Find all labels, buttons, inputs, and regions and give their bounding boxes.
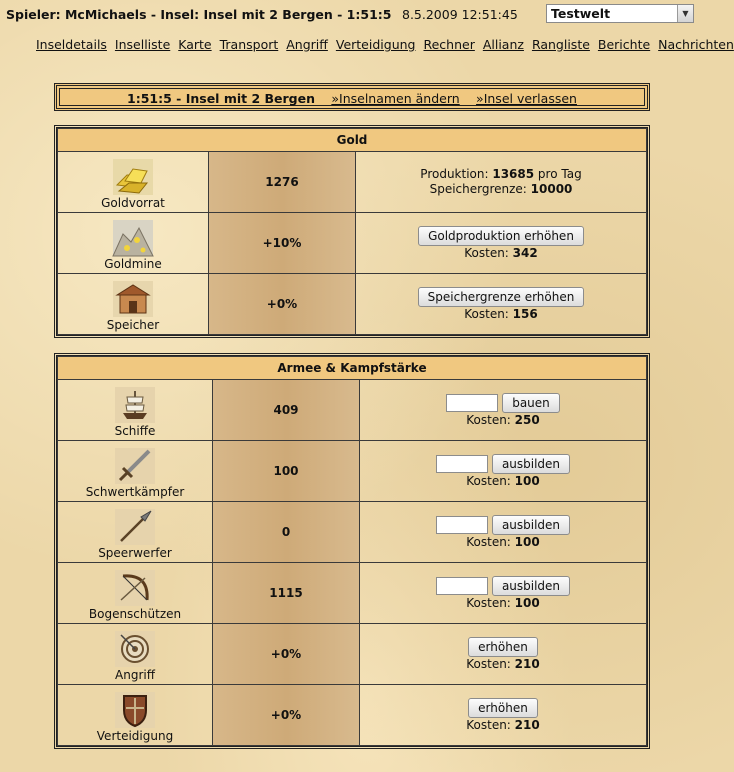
row-label: Bogenschützen (88, 607, 182, 621)
increase-defense-button[interactable]: erhöhen (468, 698, 538, 718)
gold-row-goldmine (58, 213, 209, 274)
gold-panel (54, 125, 650, 338)
row-label: Speerwerfer (98, 546, 172, 560)
target-icon (115, 631, 155, 667)
nav-inseldetails[interactable]: Inseldetails (36, 37, 107, 52)
row-value: 100 (213, 441, 360, 502)
nav-nachrichten[interactable]: Nachrichten (658, 37, 734, 52)
rename-island-link[interactable]: »Inselnamen ändern (331, 91, 460, 106)
train-spearmen-button[interactable]: ausbilden (492, 515, 570, 535)
army-row-bogenschuetzen (58, 563, 213, 624)
sword-icon (115, 448, 155, 484)
row-label: Verteidigung (96, 729, 174, 743)
row-value: +0% (213, 624, 360, 685)
bow-icon (115, 570, 155, 606)
gold-row-goldvorrat (58, 152, 209, 213)
gold-bars-icon (113, 159, 153, 195)
row-label: Schiffe (114, 424, 156, 438)
row-label: Goldmine (104, 257, 162, 271)
ship-icon (115, 387, 155, 423)
army-row-verteidigung (58, 685, 213, 746)
row-value: 1276 (209, 152, 356, 213)
army-panel-title: Armee & Kampfstärke (58, 357, 647, 380)
row-value: 409 (213, 380, 360, 441)
nav-karte[interactable]: Karte (178, 37, 212, 52)
server-datetime: 8.5.2009 12:51:45 (402, 7, 518, 22)
row-value: +0% (213, 685, 360, 746)
cost: Kosten: 250 (466, 412, 540, 427)
row-value: +10% (209, 213, 356, 274)
cost: Kosten: 210 (466, 717, 540, 732)
island-label: 1:51:5 - Insel mit 2 Bergen (127, 91, 315, 106)
increase-gold-production-button[interactable]: Goldproduktion erhöhen (418, 226, 584, 246)
army-row-speerwerfer (58, 502, 213, 563)
swordsmen-quantity-input[interactable] (436, 455, 488, 473)
row-label: Goldvorrat (101, 196, 165, 210)
gold-panel-title: Gold (58, 129, 647, 152)
nav-verteidigung[interactable]: Verteidigung (335, 37, 416, 52)
archers-quantity-input[interactable] (436, 577, 488, 595)
cost: Kosten: 100 (466, 534, 540, 549)
nav-rechner[interactable]: Rechner (423, 37, 475, 52)
nav-rangliste[interactable]: Rangliste (531, 37, 590, 52)
army-row-schiffe (58, 380, 213, 441)
nav-allianz[interactable]: Allianz (482, 37, 524, 52)
cost: Kosten: 100 (466, 595, 540, 610)
nav-transport[interactable]: Transport (219, 37, 279, 52)
cost: Kosten: 342 (464, 245, 538, 260)
increase-attack-button[interactable]: erhöhen (468, 637, 538, 657)
row-value: 1115 (213, 563, 360, 624)
spear-icon (115, 509, 155, 545)
goldmine-icon (113, 220, 153, 256)
spearmen-quantity-input[interactable] (436, 516, 488, 534)
chevron-down-icon[interactable]: ▼ (677, 5, 693, 22)
main-nav (36, 37, 734, 52)
row-value: 0 (213, 502, 360, 563)
cost: Kosten: 100 (466, 473, 540, 488)
nav-inselliste[interactable]: Inselliste (114, 37, 171, 52)
nav-angriff[interactable]: Angriff (286, 37, 328, 52)
row-label: Angriff (115, 668, 155, 682)
army-row-schwertkaempfer (58, 441, 213, 502)
train-swordsmen-button[interactable]: ausbilden (492, 454, 570, 474)
cost: Kosten: 210 (466, 656, 540, 671)
world-select-value: Testwelt (551, 6, 611, 21)
world-select[interactable] (546, 4, 694, 23)
row-label: Speicher (106, 318, 160, 332)
gold-row-speicher (58, 274, 209, 335)
row-value: +0% (209, 274, 356, 335)
top-bar (0, 0, 702, 30)
ships-quantity-input[interactable] (446, 394, 498, 412)
train-archers-button[interactable]: ausbilden (492, 576, 570, 596)
leave-island-link[interactable]: »Insel verlassen (476, 91, 577, 106)
army-panel (54, 353, 650, 749)
nav-berichte[interactable]: Berichte (597, 37, 651, 52)
army-row-angriff (58, 624, 213, 685)
increase-storage-limit-button[interactable]: Speichergrenze erhöhen (418, 287, 585, 307)
island-bar (54, 83, 650, 111)
page-title: Spieler: McMichaels - Insel: Insel mit 2 Bergen - 1:51:5 (6, 7, 392, 22)
cost: Kosten: 156 (464, 306, 538, 321)
storehouse-icon (113, 281, 153, 317)
shield-icon (115, 692, 155, 728)
gold-info: Produktion: 13685 pro Tag Speichergrenze: 10000 (356, 152, 647, 213)
build-ships-button[interactable]: bauen (502, 393, 560, 413)
row-label: Schwertkämpfer (85, 485, 185, 499)
